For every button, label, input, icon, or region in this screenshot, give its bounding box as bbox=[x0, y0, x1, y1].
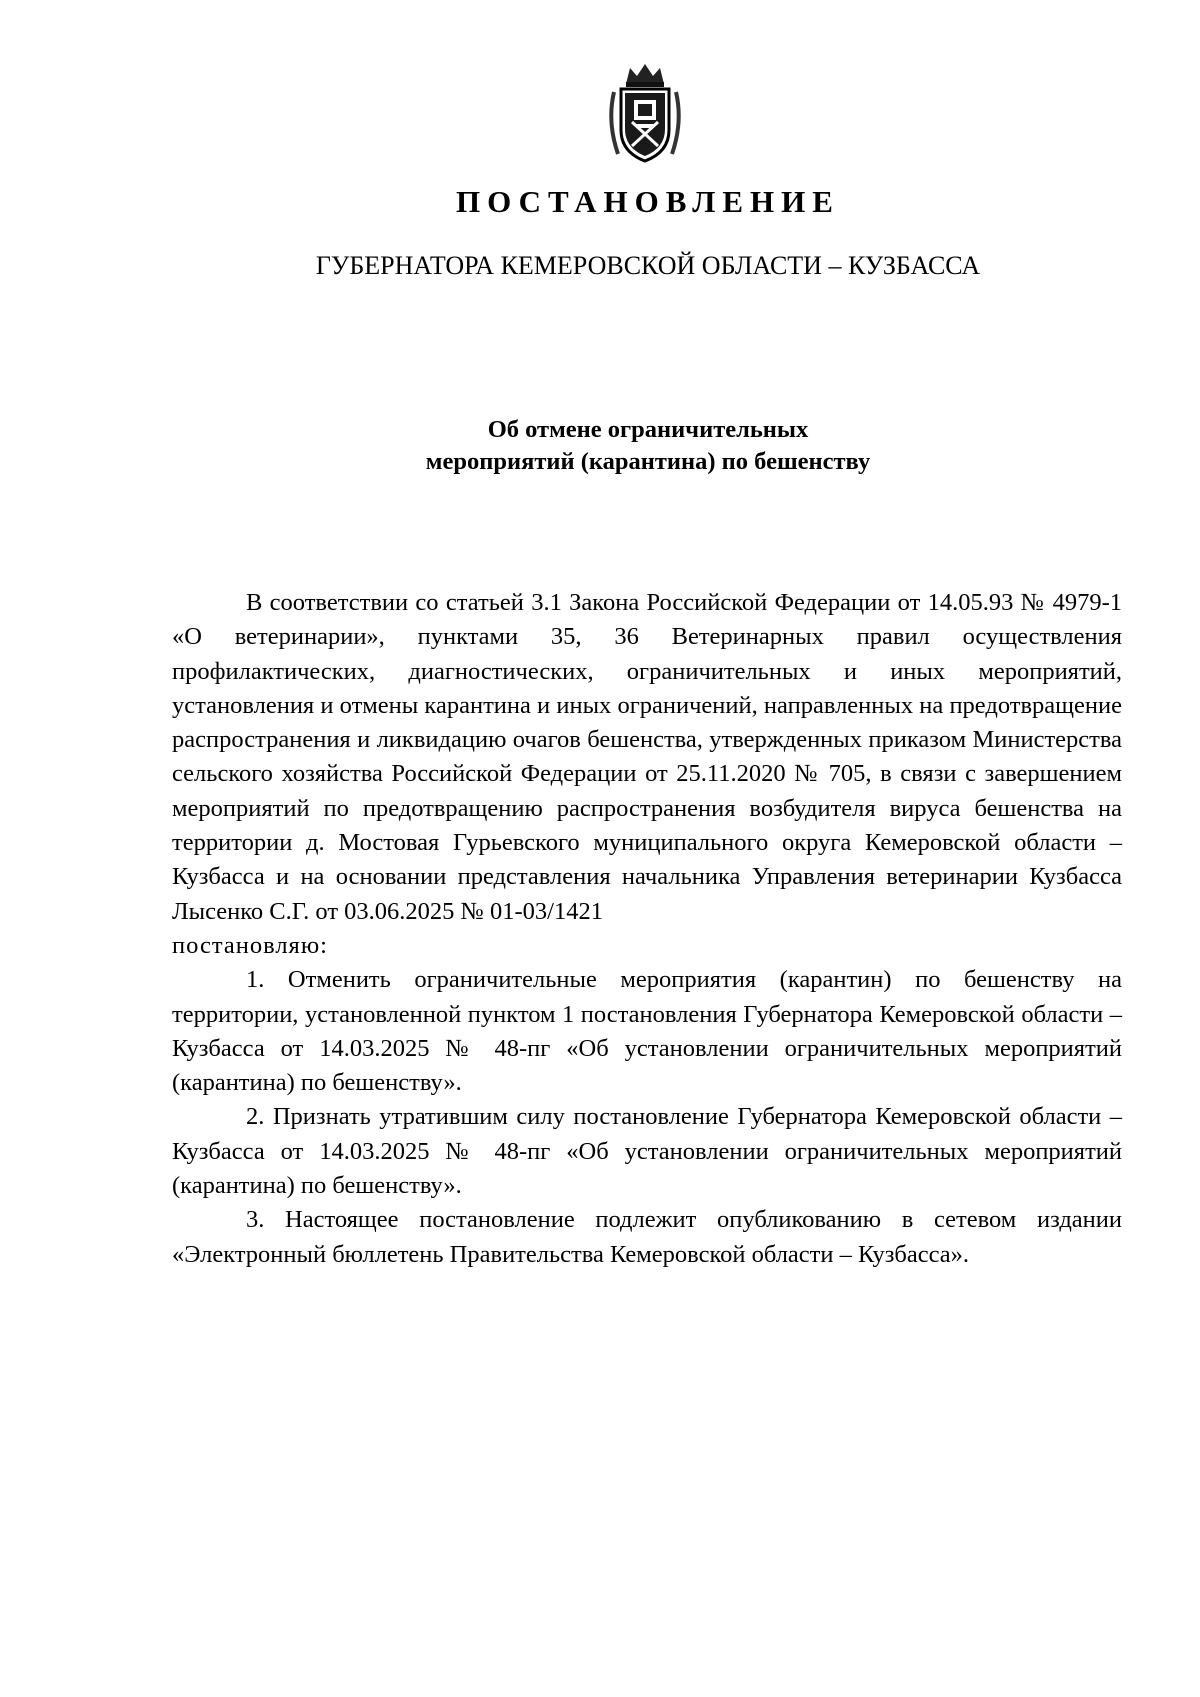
preamble-paragraph: В соответствии со статьей 3.1 Закона Российской Федерации от 14.05.93 № 4979-1 «О ветеринарии», пунктами 35, 36 Ветеринарных правил осуществления профилактических, диагностических, ограничительных и иных мероприятий, установления и отмены карантина и иных ограничений, направленных на предотвращение распространения и ликвидацию очагов бешенства, утвержденных приказом Министерства сельского хозяйства Российской Федерации от 25.11.2020 № 705, в связи с завершением мероприятий по предотвращению распространения возбудителя вируса бешенства на территории д. Мостовая Гурьевского муниципального округа Кемеровской области – Кузбасса и на основании представления начальника Управления ветеринарии Кузбасса Лысенко С.Г. от 03.06.2025 № 01-03/1421 bbox=[172, 589, 1122, 925]
clause-paragraph: 2. Признать утратившим силу постановление Губернатора Кемеровской области – Кузбасса от 14.03.2025 № 48-пг «Об установлении ограничительных мероприятий (карантина) по бешенству». bbox=[172, 1103, 1122, 1200]
document-type-title: ПОСТАНОВЛЕНИЕ bbox=[456, 184, 840, 219]
clause-paragraph: 3. Настоящее постановление подлежит опубликованию в сетевом издании «Электронный бюллетень Правительства Кемеровской области – Кузбасса». bbox=[172, 1206, 1122, 1268]
issuer-title: ГУБЕРНАТОРА КЕМЕРОВСКОЙ ОБЛАСТИ – КУЗБАССА bbox=[315, 251, 981, 280]
subject-line: мероприятий (карантина) по бешенству bbox=[425, 448, 871, 475]
subject-line: Об отмене ограничительных bbox=[487, 416, 809, 443]
coat-of-arms-icon bbox=[604, 62, 686, 166]
document-subject bbox=[0, 414, 1200, 478]
clause-paragraph: 1. Отменить ограничительные мероприятия (карантин) по бешенству на территории, установленной пунктом 1 постановления Губернатора Кемеровской области – Кузбасса от 14.03.2025 № 48-пг «Об установлении ограничительных мероприятий (карантина) по бешенству». bbox=[172, 966, 1122, 1097]
document-body bbox=[172, 586, 1122, 1272]
resolve-line: постановляю: bbox=[172, 931, 328, 959]
